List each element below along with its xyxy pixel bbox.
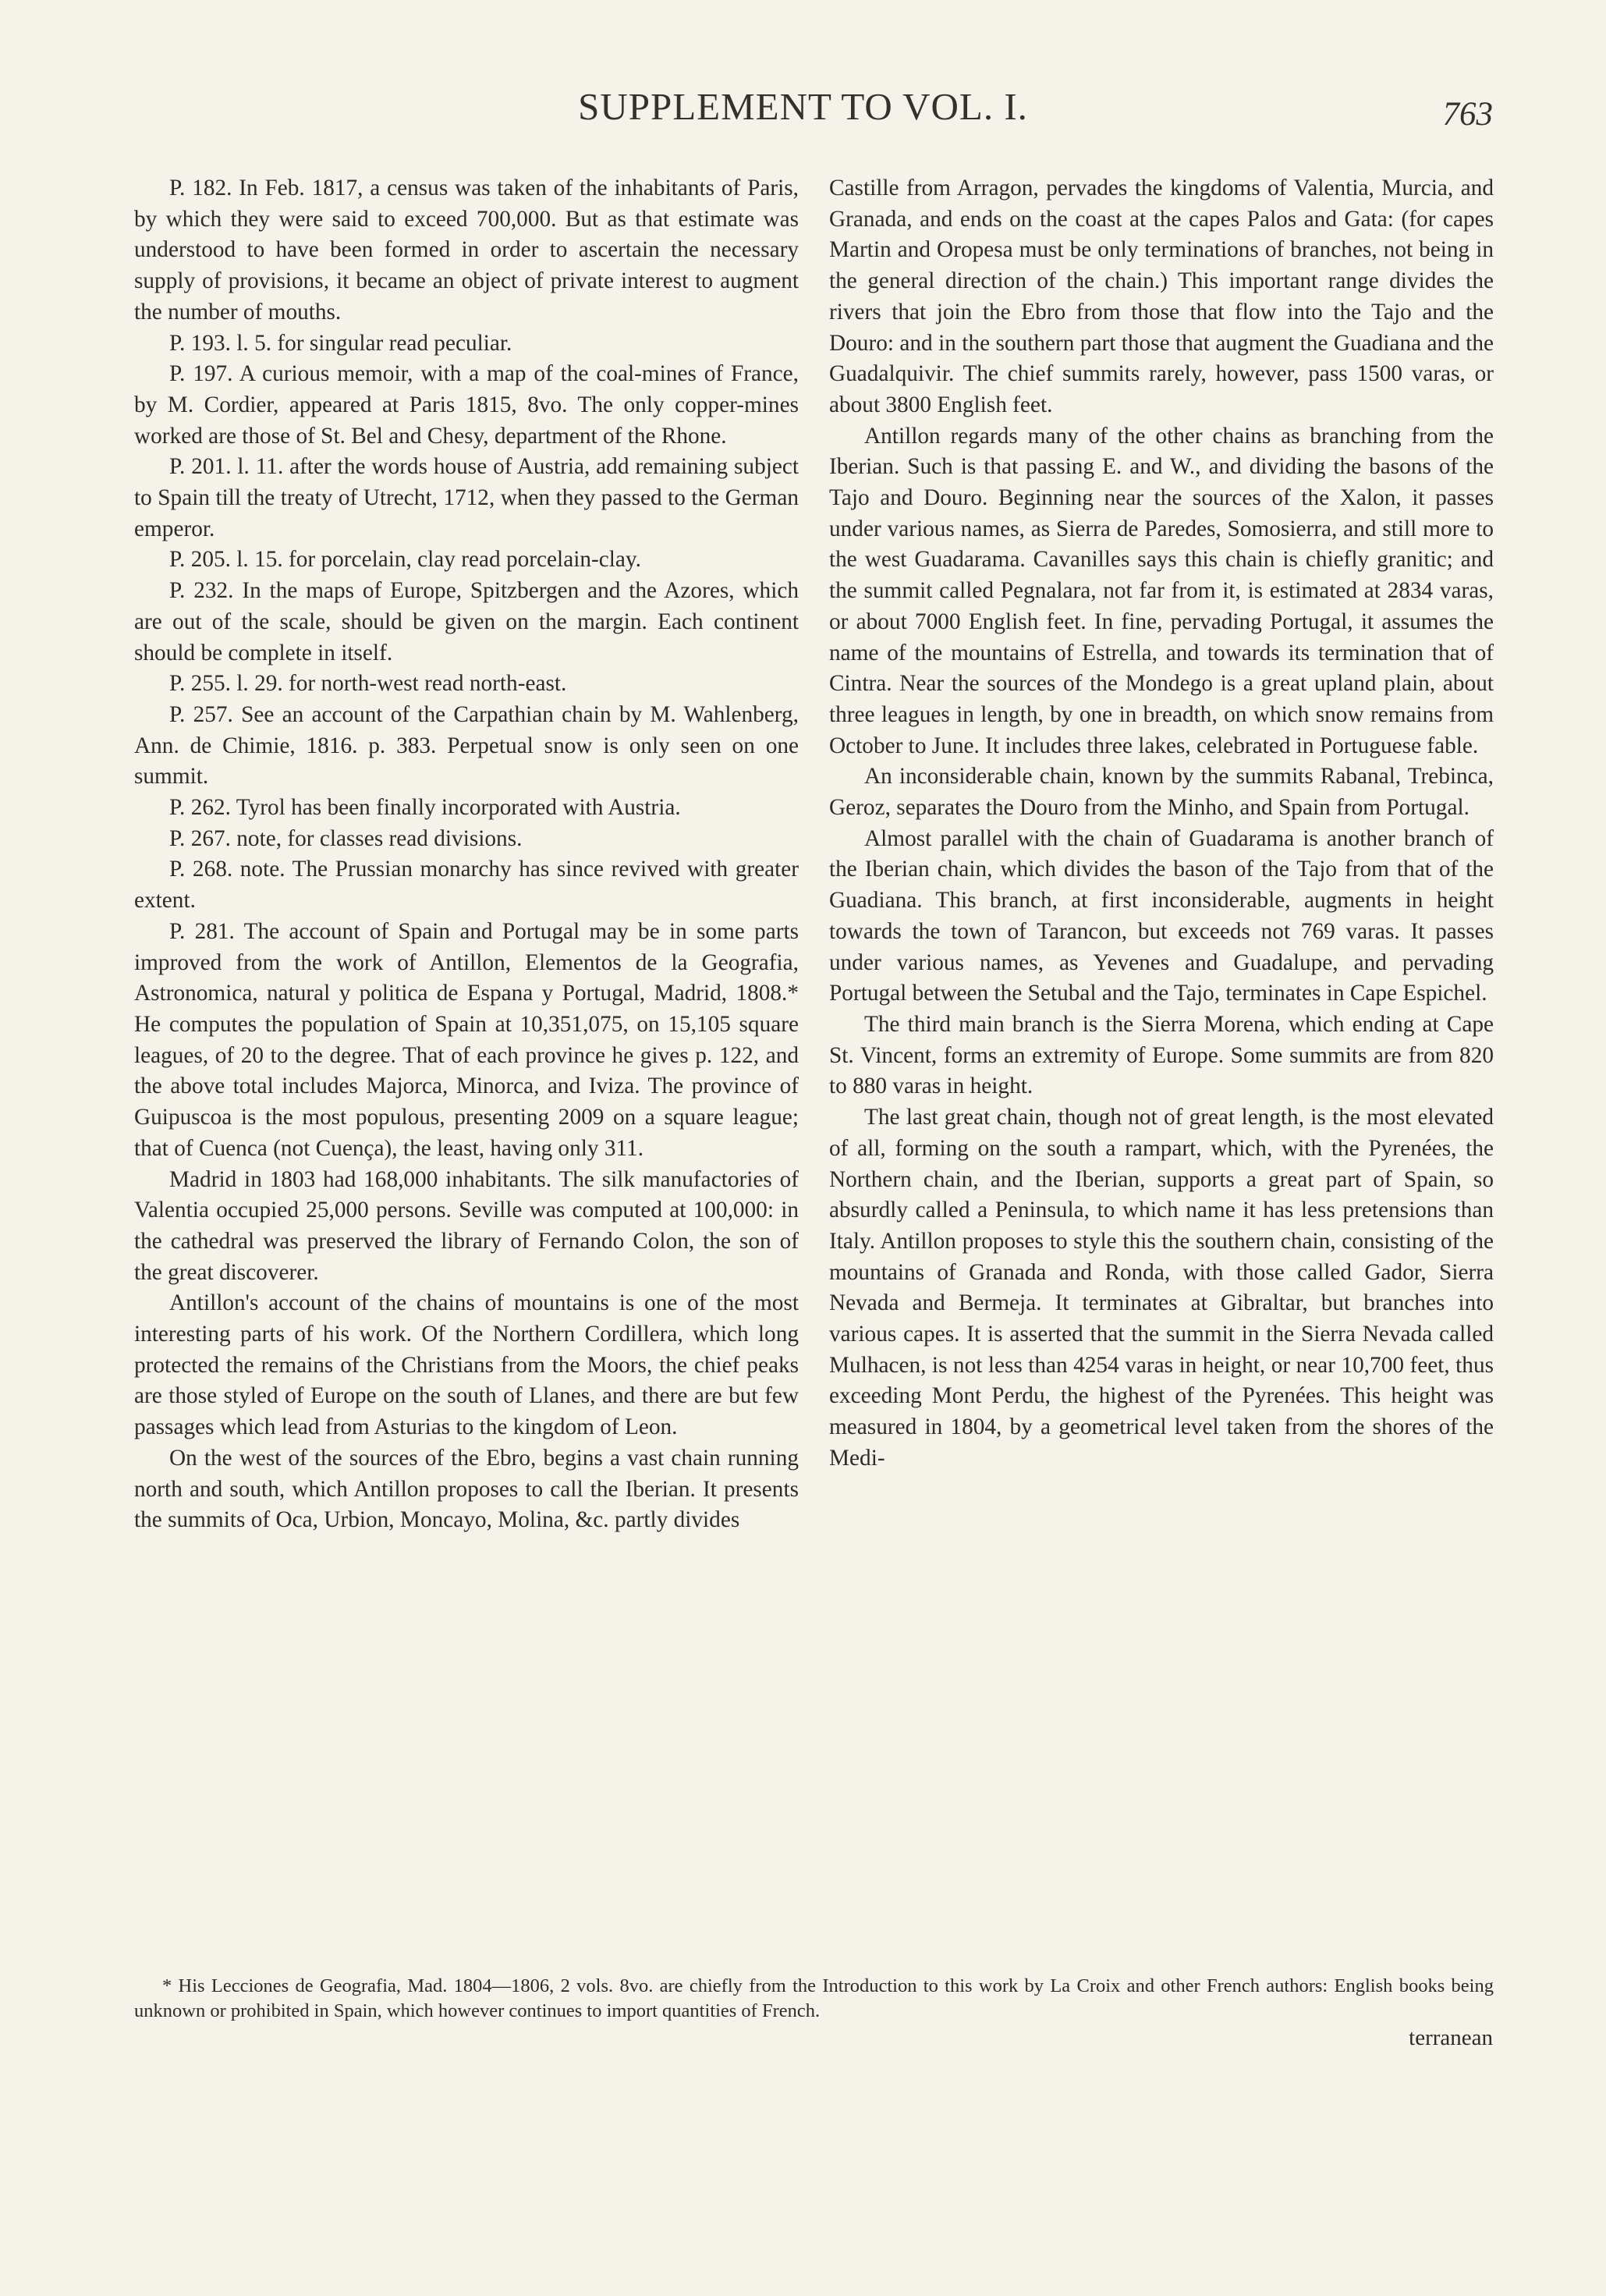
running-header (0, 84, 1606, 139)
paragraph: P. 262. Tyrol has been finally incorporated with Austria. (169, 795, 681, 821)
paragraph: The last great chain, though not of great length, is the most elevated of all, forming on the south a rampart, which, with the Pyrenées, the Northern chain, and the Iberian, supports a great part of Spain, so absurdly called a Peninsula, to which name it has less pretensions than Italy. Antillon proposes to style this the southern chain, consisting of the mountains of Granada and Ronda, with those called Gador, Sierra Nevada and Bermeja. It terminates at Gibraltar, but branches into various capes. It is asserted that the summit in the Sierra Nevada called Mulhacen, is not less than 4254 varas in height, or near 10,700 feet, thus exceeding Mont Perdu, the highest of the Pyrenées. This height was measured in 1804, by a geometrical level taken from the shores of the Medi- (829, 1105, 1494, 1471)
footnote-text: * His Lecciones de Geografia, Mad. 1804—1806, 2 vols. 8vo. are chiefly from the Introduction to this work by La Croix and other French authors: English books being unknown or prohibited in Spain, which however continues to import quantities of French. (134, 1975, 1494, 2021)
paragraph: On the west of the sources of the Ebro, begins a vast chain running north and south, which Antillon proposes to call the Iberian. It presents the summits of Oca, Urbion, Moncayo, Molina, &c. partly divides (134, 1445, 799, 1533)
paragraph: P. 281. The account of Spain and Portugal may be in some parts improved from the work of Antillon, Elementos de la Geografia, Astronomica, natural y politica de Espana y Portugal, Madrid, 1808.* He computes the population of Spain at 10,351,075, on 15,105 square leagues, of 20 to the degree. That of each province he gives p. 122, and the above total includes Majorca, Minorca, and Iviza. The province of Guipuscoa is the most populous, presenting 2009 on a square league; that of Cuenca (not Cuença), the least, having only 311. (134, 918, 799, 1161)
page-number: 763 (1442, 96, 1493, 133)
paragraph: P. 267. note, for classes read divisions. (169, 825, 523, 851)
paragraph: P. 268. note. The Prussian monarchy has since revived with greater extent. (134, 857, 799, 914)
paragraph: P. 193. l. 5. for singular read peculiar. (169, 330, 512, 356)
paragraph: An inconsiderable chain, known by the summits Rabanal, Trebinca, Geroz, separates the Douro from the Minho, and Spain from Portugal. (829, 764, 1494, 821)
paragraph: Antillon's account of the chains of mountains is one of the most interesting parts of his work. Of the Northern Cordillera, which long protected the remains of the Christians from the Moors, the chief peaks are those styled of Europe on the south of Llanes, and there are but few passages which lead from Asturias to the kingdom of Leon. (134, 1290, 799, 1440)
paragraph: P. 255. l. 29. for north-west read north-east. (169, 671, 567, 697)
paragraph: Madrid in 1803 had 168,000 inhabitants. The silk manufactories of Valentia occupied 25,000 persons. Seville was computed at 100,000: in the cathedral was preserved the library of Fernando Colon, the son of the great discoverer. (134, 1166, 799, 1285)
paragraph: P. 182. In Feb. 1817, a census was taken of the inhabitants of Paris, by which they were said to exceed 700,000. But as that estimate was understood to have been formed in order to ascertain the necessary supply of provisions, it became an object of private interest to augment the number of mouths. (134, 176, 799, 325)
right-column (829, 173, 1494, 1474)
paragraph: The third main branch is the Sierra Morena, which ending at Cape St. Vincent, forms an extremity of Europe. Some summits are from 820 to 880 varas in height. (829, 1011, 1494, 1099)
paragraph: Antillon regards many of the other chains as branching from the Iberian. Such is that passing E. and W., and dividing the basons of the Tajo and Douro. Beginning near the sources of the Xalon, it passes under various names, as Sierra de Paredes, Somosierra, and still more to the west Guadarama. Cavanilles says this chain is chiefly granitic; and the summit called Pegnalara, not far from it, is estimated at 2834 varas, or about 7000 English feet. In fine, pervading Portugal, it assumes the name of the mountains of Estrella, and towards its termination that of Cintra. Near the sources of the Mondego is a great upland plain, about three leagues in length, by one in breadth, on which snow remains from October to June. It includes three lakes, celebrated in Portuguese fable. (829, 423, 1494, 758)
paragraph: Castille from Arragon, pervades the kingdoms of Valentia, Murcia, and Granada, and ends on the coast at the capes Palos and Gata: (for capes Martin and Oropesa must be only terminations of branches, not being in the general direction of the chain.) This important range divides the rivers that join the Ebro from those that flow into the Tajo and the Douro: and in the southern part those that augment the Guadiana and the Guadalquivir. The chief summits rarely, however, pass 1500 varas, or about 3800 English feet. (829, 176, 1494, 417)
left-column (134, 173, 799, 1536)
paragraph: P. 197. A curious memoir, with a map of the coal-mines of France, by M. Cordier, appeared at Paris 1815, 8vo. The only copper-mines worked are those of St. Bel and Chesy, department of the Rhone. (134, 361, 799, 449)
paragraph: P. 205. l. 15. for porcelain, clay read porcelain-clay. (169, 547, 641, 573)
paragraph: P. 232. In the maps of Europe, Spitzbergen and the Azores, which are out of the scale, should be given on the margin. Each continent should be complete in itself. (134, 578, 799, 665)
paragraph: Almost parallel with the chain of Guadarama is another branch of the Iberian chain, which divides the bason of the Tajo from that of the Guadiana. This branch, at first inconsiderable, augments in height towards the town of Tarancon, but exceeds not 769 varas. It passes under various names, as Yevenes and Guadalupe, and pervading Portugal between the Setubal and the Tajo, terminates in Cape Espichel. (829, 825, 1494, 1006)
paragraph: P. 257. See an account of the Carpathian chain by M. Wahlenberg, Ann. de Chimie, 1816. p. 383. Perpetual snow is only seen on one summit. (134, 701, 799, 790)
catchword: terranean (1409, 2025, 1493, 2050)
footnote (134, 1974, 1494, 2024)
running-title: SUPPLEMENT TO VOL. I. (578, 85, 1028, 128)
paragraph: P. 201. l. 11. after the words house of Austria, add remaining subject to Spain till the treaty of Utrecht, 1712, when they passed to the German emperor. (134, 454, 799, 541)
